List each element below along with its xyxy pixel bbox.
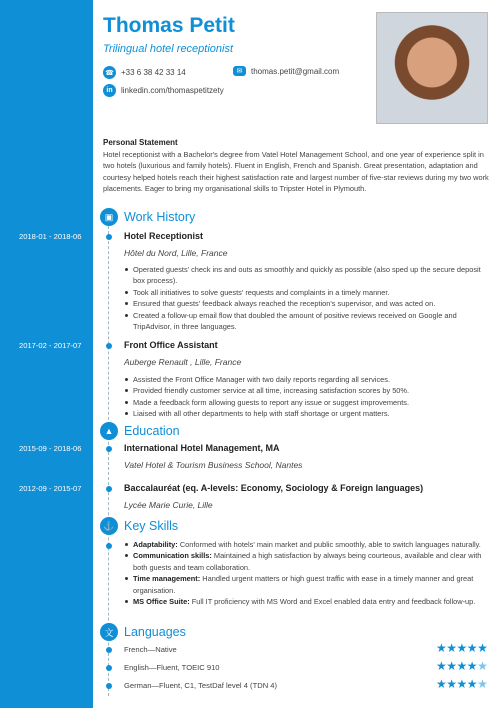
star-icon: ★ — [477, 641, 488, 655]
linkedin-icon: in — [103, 84, 116, 97]
star-icon: ★ — [477, 659, 488, 673]
job-place: Hôtel du Nord, Lille, France — [124, 248, 228, 258]
briefcase-icon: ▣ — [100, 208, 118, 226]
degree-title: Baccalauréat (eq. A-levels: Economy, Sociology & Foreign languages) — [124, 483, 424, 493]
section-languages — [100, 623, 186, 641]
list-item: Assisted the Front Office Manager with two daily reports regarding all services. — [124, 374, 488, 385]
skills-list — [124, 539, 488, 607]
section-title: Education — [124, 424, 180, 438]
list-item: Time management: Handled urgent matters or high guest traffic with ease in a timely manner and great organisation. — [124, 573, 488, 596]
star-icon: ★ — [436, 659, 447, 673]
statement-title: Personal Statement — [103, 138, 178, 147]
phone-contact — [103, 66, 186, 79]
timeline-dot — [106, 647, 112, 653]
star-icon: ★ — [456, 677, 467, 691]
list-item: Adaptability: Conformed with hotels' main market and public smoothly, able to switch languages naturally. — [124, 539, 488, 550]
star-icon: ★ — [456, 659, 467, 673]
school-name: Lycée Marie Curie, Lille — [124, 500, 213, 510]
language-rating — [436, 641, 487, 655]
linkedin-contact[interactable] — [103, 84, 224, 97]
email-contact[interactable] — [233, 66, 339, 76]
list-item: Liaised with all other departments to help with staff shortage or urgent matters. — [124, 408, 488, 419]
language-name: French—Native — [124, 645, 177, 654]
education-date: 2012-09 - 2015-07 — [19, 484, 82, 493]
timeline-dot — [106, 343, 112, 349]
list-item: Created a follow-up email flow that doubled the amount of positive reviews received on Google and TripAdvisor, in three languages. — [124, 310, 488, 333]
email-address[interactable]: thomas.petit@gmail.com — [251, 66, 340, 76]
language-rating — [436, 659, 487, 673]
job-bullets — [124, 264, 488, 332]
header — [103, 14, 235, 55]
star-icon: ★ — [466, 641, 478, 655]
job-title: Hotel Receptionist — [124, 231, 204, 241]
anchor-icon: ⚓ — [100, 517, 118, 535]
section-key-skills — [100, 517, 178, 535]
profile-photo — [376, 12, 488, 124]
list-item: MS Office Suite: Full IT proficiency with MS Word and Excel enabled data entry and feedback follow-up. — [124, 596, 488, 607]
list-item: Communication skills: Maintained a high satisfaction by always being courteous, available and clear with both guests and team collaboration. — [124, 550, 488, 573]
timeline-dot — [106, 665, 112, 671]
phone-number: +33 6 38 42 33 14 — [121, 68, 186, 77]
translate-icon: 文 — [100, 623, 118, 641]
section-work-history — [100, 208, 195, 226]
phone-icon: ☎ — [103, 66, 116, 79]
sidebar-band — [0, 0, 93, 708]
email-icon: ✉ — [233, 66, 246, 76]
list-item: Took all initiatives to solve guests' requests and complaints in a timely manner. — [124, 287, 488, 298]
list-item: Provided friendly customer service at all time, increasing satisfaction scores by 50%. — [124, 385, 488, 396]
star-icon: ★ — [456, 641, 467, 655]
candidate-subtitle: Trilingual hotel receptionist — [103, 43, 234, 55]
school-name: Vatel Hotel & Tourism Business School, Nantes — [124, 460, 303, 470]
star-icon: ★ — [466, 677, 478, 691]
work-date: 2017-02 - 2017-07 — [19, 341, 82, 350]
language-rating — [436, 677, 487, 691]
candidate-name: Thomas Petit — [103, 14, 235, 37]
job-title: Front Office Assistant — [124, 340, 218, 350]
timeline-dot — [106, 683, 112, 689]
star-icon: ★ — [446, 641, 457, 655]
star-icon: ★ — [446, 659, 457, 673]
star-icon: ★ — [446, 677, 457, 691]
section-title: Key Skills — [124, 519, 179, 533]
timeline-dot — [106, 543, 112, 549]
timeline-dot — [106, 234, 112, 240]
star-icon: ★ — [436, 677, 447, 691]
linkedin-url[interactable]: linkedin.com/thomaspetitzety — [121, 86, 224, 95]
list-item: Made a feedback form allowing guests to report any issue or suggest improvements. — [124, 397, 488, 408]
star-icon: ★ — [466, 659, 478, 673]
section-title: Languages — [124, 625, 186, 639]
language-name: German—Fluent, C1, TestDaf level 4 (TDN 4) — [124, 681, 278, 690]
timeline-dot — [106, 446, 112, 452]
section-education — [100, 422, 180, 440]
list-item: Operated guests' check ins and outs as smoothly and quickly as possible (also sped up the secure deposit box process). — [124, 264, 488, 287]
degree-title: International Hotel Management, MA — [124, 443, 280, 453]
education-date: 2015-09 - 2018-06 — [19, 444, 82, 453]
work-date: 2018-01 - 2018-06 — [19, 232, 82, 241]
job-bullets — [124, 374, 488, 420]
section-title: Work History — [124, 210, 196, 224]
job-place: Auberge Renault , Lille, France — [124, 357, 242, 367]
star-icon: ★ — [436, 641, 447, 655]
star-icon: ★ — [477, 677, 488, 691]
list-item: Ensured that guests' feedback always reached the reception's supervisor, and was acted on. — [124, 298, 488, 309]
language-name: English—Fluent, TOEIC 910 — [124, 663, 220, 672]
graduation-cap-icon: ▲ — [100, 422, 118, 440]
statement-text: Hotel receptionist with a Bachelor's degree from Vatel Hotel Management School, and one year of experience split in two hotels (luxurious and family hotels). Fluent in English, French and Spanish. Great presentation, adaptation and courtesy helped hotels reach their highest satisfaction rate and largest number of five-star reviews during my two work placements. Eager to bring my organisational skills to Tripster Hotel in Plymouth. — [103, 150, 489, 194]
timeline-dot — [106, 486, 112, 492]
